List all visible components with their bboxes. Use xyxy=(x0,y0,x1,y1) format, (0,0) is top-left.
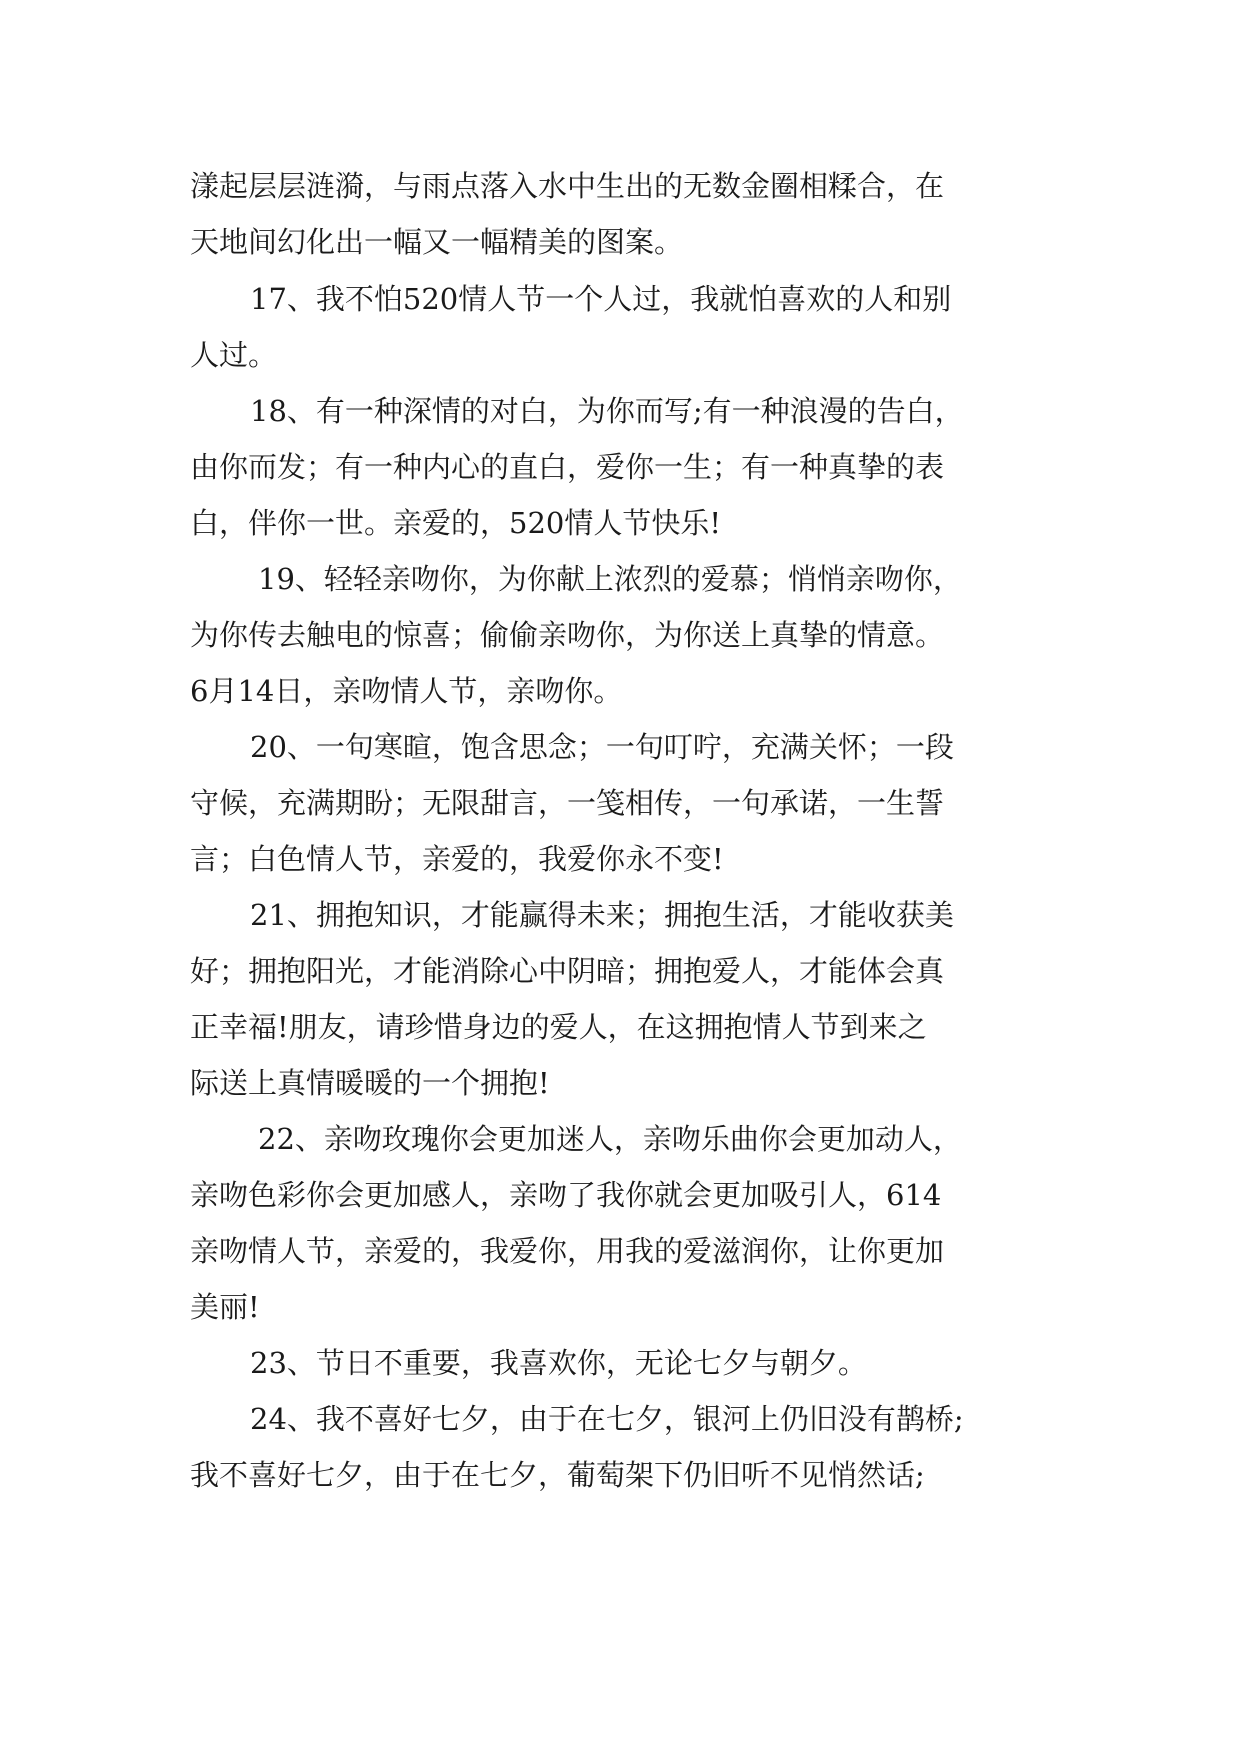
paragraph-24-line: 24、我不喜好七夕，由于在七夕，银河上仍旧没有鹊桥; xyxy=(250,1402,964,1436)
paragraph-21-line: 21、拥抱知识，才能赢得未来；拥抱生活，才能收获美 xyxy=(250,898,954,932)
text-line: 好；拥抱阳光，才能消除心中阴暗；拥抱爱人，才能体会真 xyxy=(190,954,945,988)
text-line: 天地间幻化出一幅又一幅精美的图案。 xyxy=(190,225,684,259)
text-line: 我不喜好七夕，由于在七夕，葡萄架下仍旧听不见悄然话; xyxy=(190,1458,925,1492)
text-line: 守候，充满期盼；无限甜言，一笺相传，一句承诺，一生誓 xyxy=(190,786,945,820)
text-line: 白，伴你一世。亲爱的，520情人节快乐! xyxy=(190,506,722,540)
paragraph-22-line: 22、亲吻玫瑰你会更加迷人，亲吻乐曲你会更加动人， xyxy=(258,1122,962,1156)
paragraph-23-line: 23、节日不重要，我喜欢你，无论七夕与朝夕。 xyxy=(250,1346,867,1380)
text-line: 际送上真情暖暖的一个拥抱! xyxy=(190,1066,550,1100)
text-line: 言；白色情人节，亲爱的，我爱你永不变! xyxy=(190,842,724,876)
text-line: 美丽! xyxy=(190,1290,260,1324)
text-line: 6月14日，亲吻情人节，亲吻你。 xyxy=(190,674,623,708)
text-line: 人过。 xyxy=(190,338,278,372)
paragraph-20-line: 20、一句寒暄，饱含思念；一句叮咛，充满关怀；一段 xyxy=(250,730,954,764)
text-line: 由你而发；有一种内心的直白，爱你一生；有一种真挚的表 xyxy=(190,450,945,484)
text-line: 亲吻色彩你会更加感人，亲吻了我你就会更加吸引人，614 xyxy=(190,1178,942,1212)
text-line: 亲吻情人节，亲爱的，我爱你，用我的爱滋润你，让你更加 xyxy=(190,1234,945,1268)
paragraph-17-line: 17、我不怕520情人节一个人过，我就怕喜欢的人和别 xyxy=(250,282,952,316)
text-line: 漾起层层涟漪，与雨点落入水中生出的无数金圈相糅合，在 xyxy=(190,169,945,203)
text-line: 为你传去触电的惊喜；偷偷亲吻你，为你送上真挚的情意。 xyxy=(190,618,945,652)
paragraph-19-line: 19、轻轻亲吻你，为你献上浓烈的爱慕；悄悄亲吻你， xyxy=(258,562,962,596)
paragraph-18-line: 18、有一种深情的对白，为你而写;有一种浪漫的告白， xyxy=(250,394,964,428)
text-line: 正幸福!朋友，请珍惜身边的爱人，在这拥抱情人节到来之 xyxy=(190,1010,927,1044)
